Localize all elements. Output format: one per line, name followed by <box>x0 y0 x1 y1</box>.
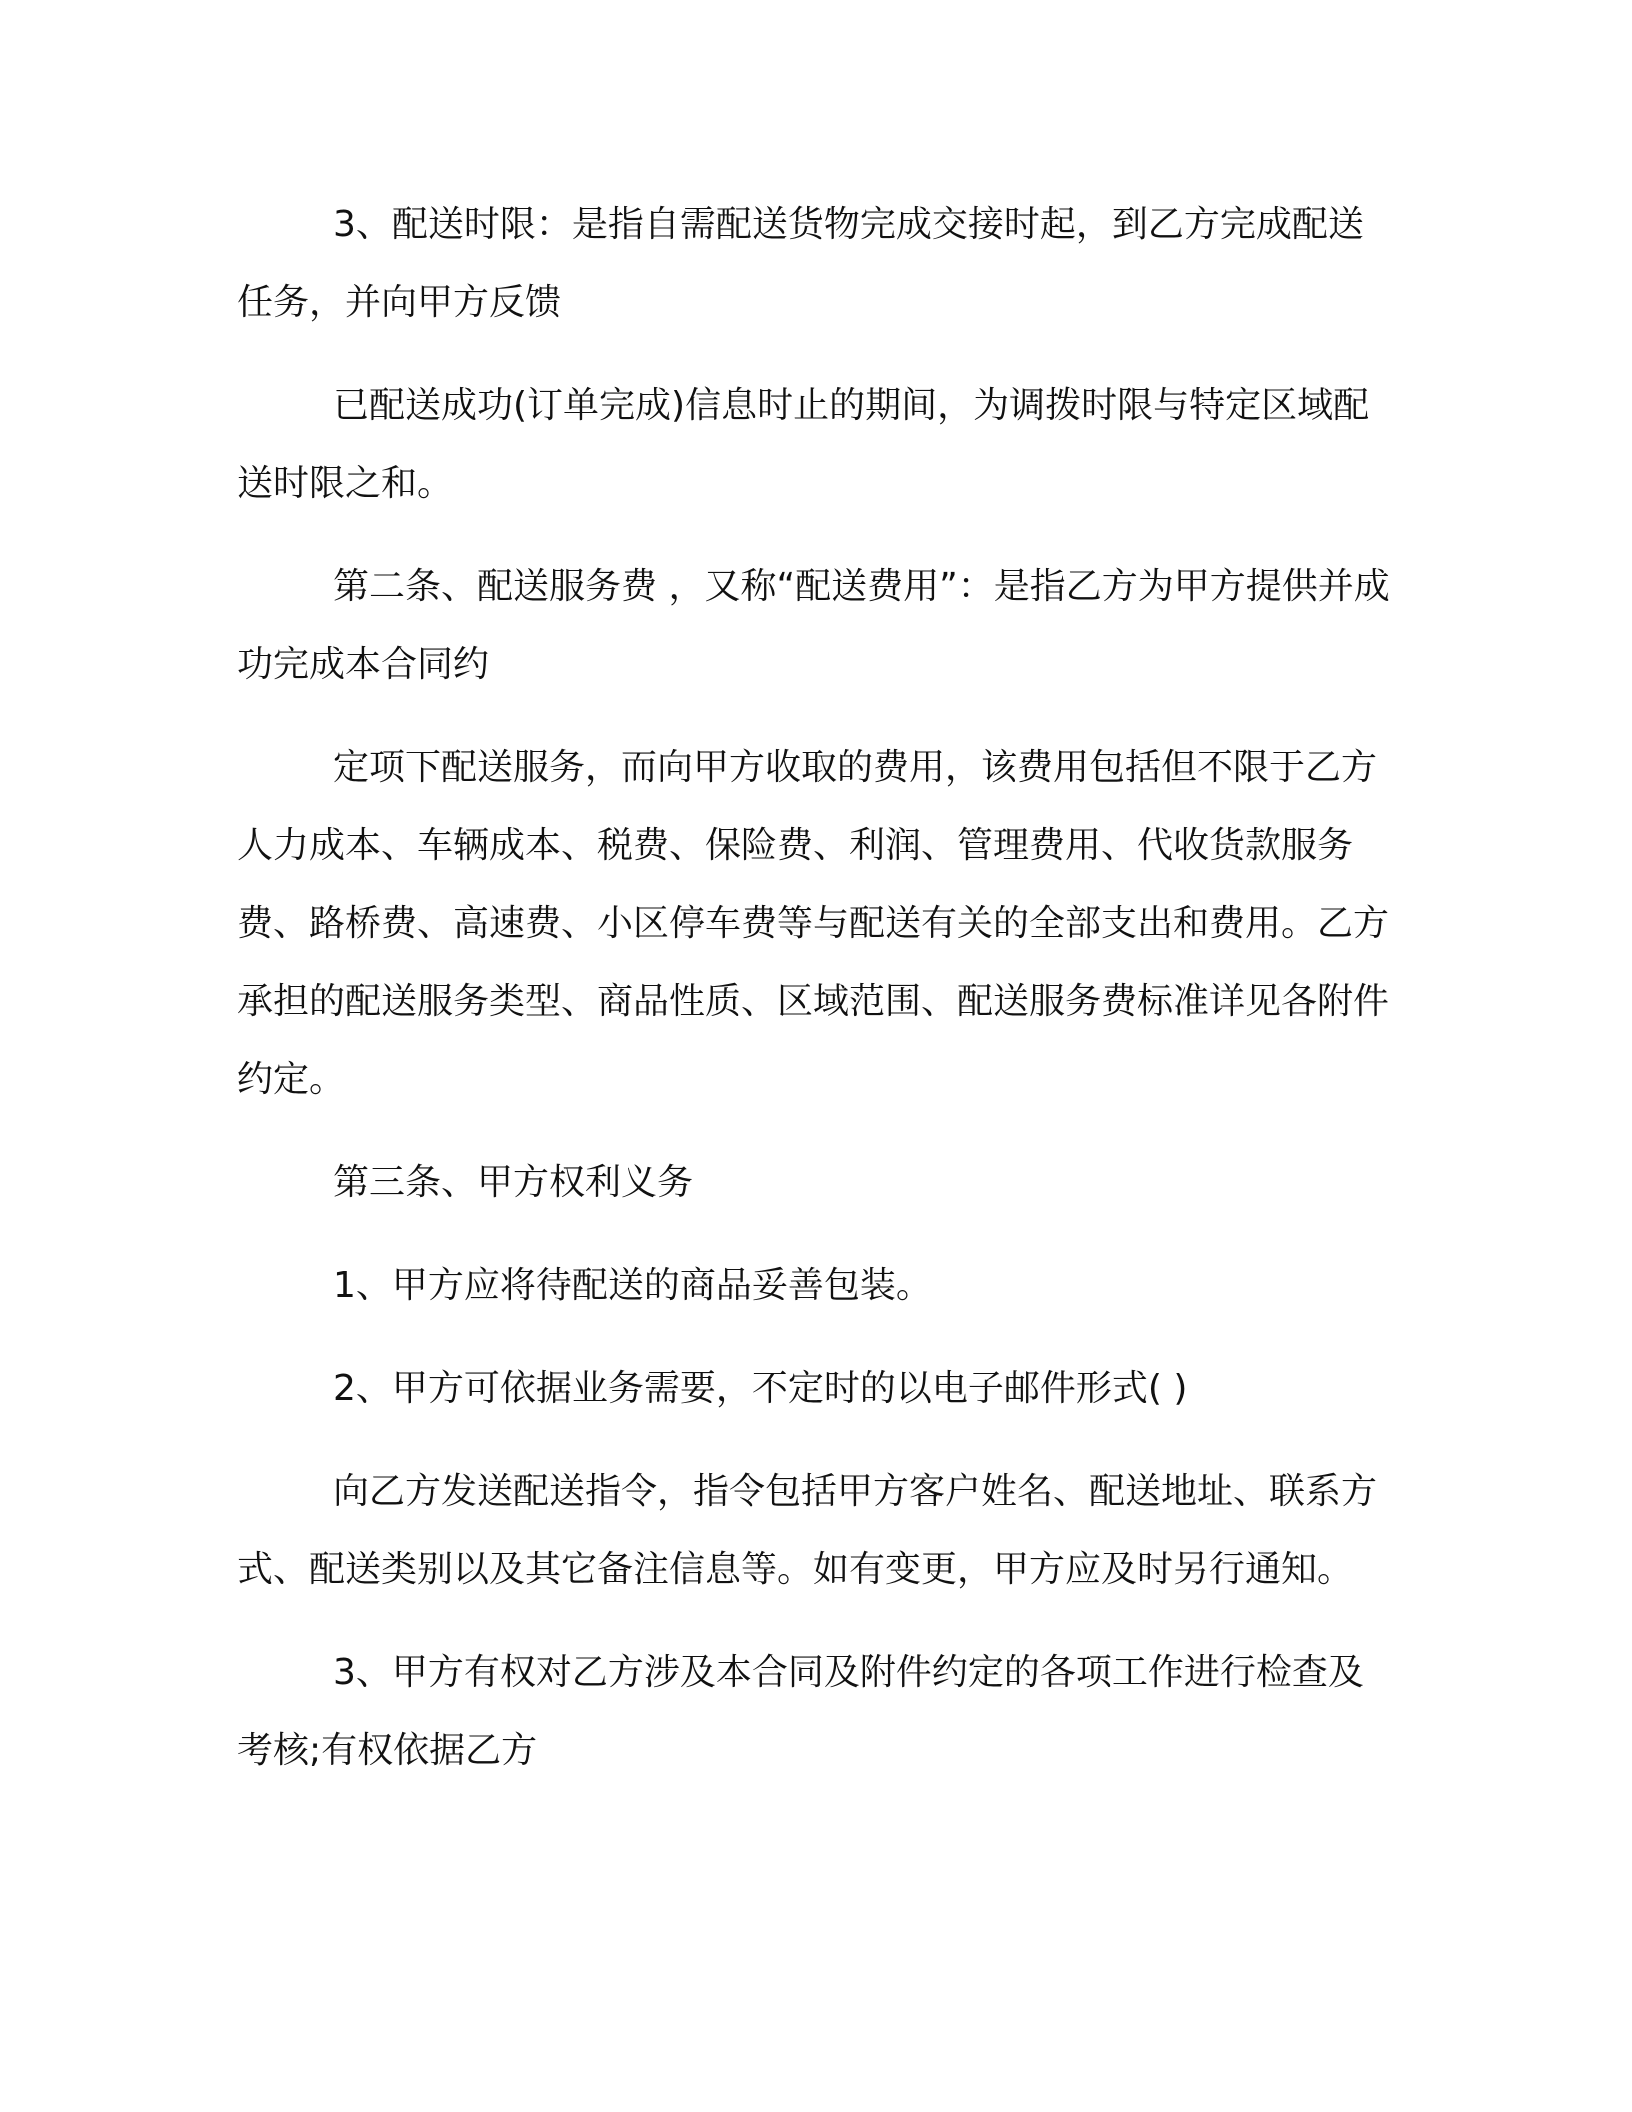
document-body <box>237 186 1397 1815</box>
article-3-item-2: 2、甲方可依据业务需要，不定时的以电子邮件形式( ) <box>333 1368 1188 1409</box>
clause-delivery-time-limit: 3、配送时限：是指自需配送货物完成交接时起，到乙方完成配送任务，并向甲方反馈 <box>237 204 1364 323</box>
clause-delivery-time-limit-cont: 已配送成功(订单完成)信息时止的期间，为调拨时限与特定区域配送时限之和。 <box>237 385 1370 504</box>
article-3-heading: 第三条、甲方权利义务 <box>333 1162 694 1203</box>
article-2-service-fee-cont: 定项下配送服务，而向甲方收取的费用，该费用包括但不限于乙方人力成本、车辆成本、税费、保险费、利润、管理费用、代收货款服务费、路桥费、高速费、小区停车费等与配送有关的全部支出和费用。乙方承担的配送服务类型、商品性质、区域范围、配送服务费标准详见各附件约定。 <box>237 747 1390 1100</box>
article-3-item-2-cont: 向乙方发送配送指令，指令包括甲方客户姓名、配送地址、联系方式、配送类别以及其它备注信息等。如有变更，甲方应及时另行通知。 <box>237 1471 1378 1590</box>
article-3-item-3: 3、甲方有权对乙方涉及本合同及附件约定的各项工作进行检查及考核;有权依据乙方 <box>237 1652 1364 1771</box>
article-2-service-fee: 第二条、配送服务费 ，又称“配送费用”：是指乙方为甲方提供并成功完成本合同约 <box>237 566 1390 685</box>
article-3-item-1: 1、甲方应将待配送的商品妥善包装。 <box>333 1265 932 1306</box>
